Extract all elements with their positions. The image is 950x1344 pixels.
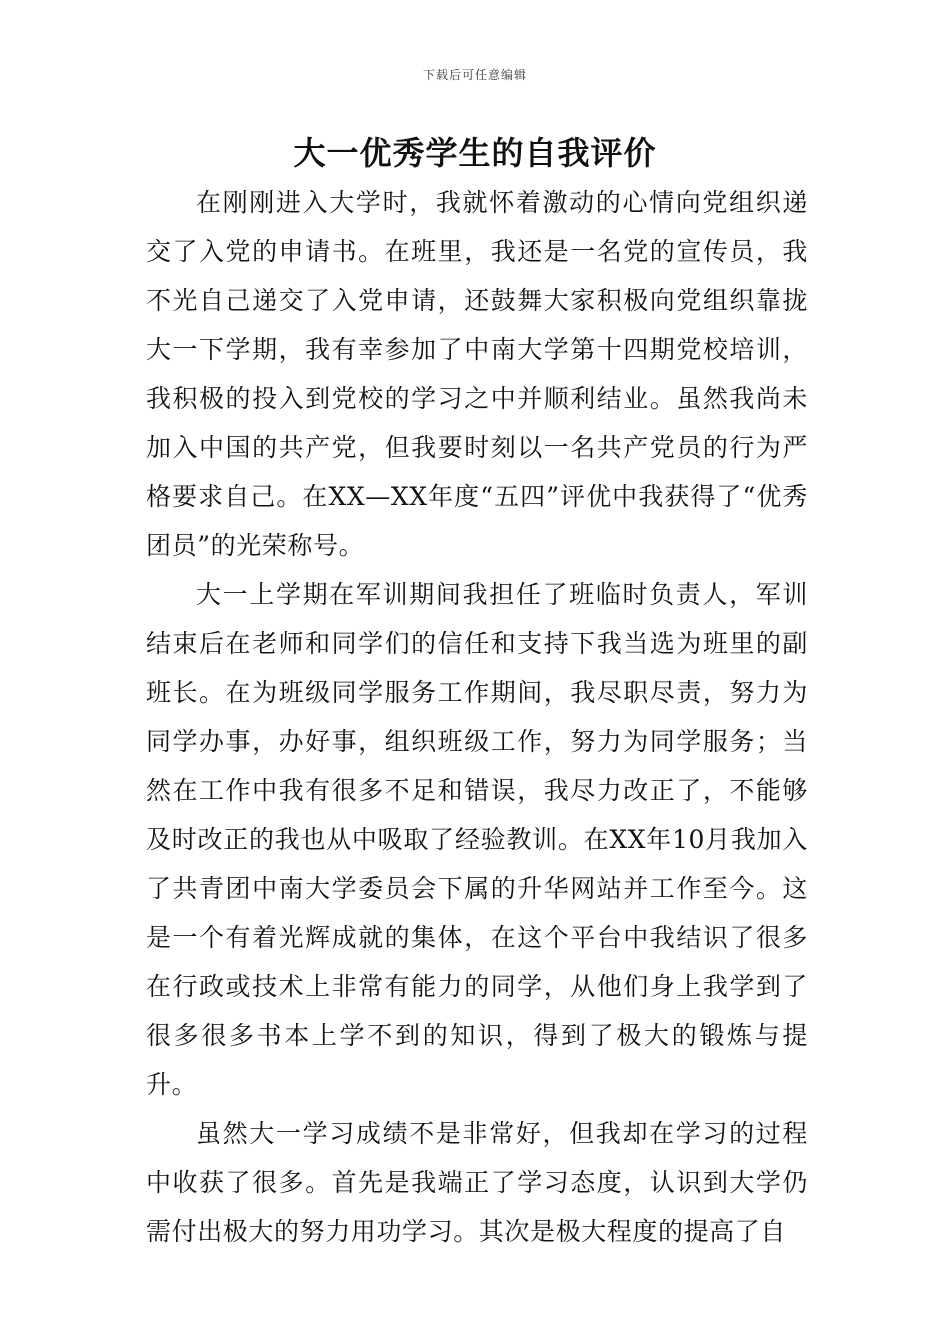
download-note: 下载后可任意编辑 [422,68,527,82]
paragraph-2: 大一上学期在军训期间我担任了班临时负责人，军训结束后在老师和同学们的信任和支持下我当选为班里的副班长。在为班级同学服务工作期间，我尽职尽责，努力为同学办事，办好事，组织班级工作，努力为同学服务；当然在工作中我有很多不足和错误，我尽力改正了，不能够及时改正的我也从中吸取了经验教训。在XX年10月我加入了共青团中南大学委员会下属的升华网站并工作至今。这是一个有着光辉成就的集体，在这个平台中我结识了很多在行政或技术上非常有能力的同学，从他们身上我学到了很多很多书本上学不到的知识，得到了极大的锻炼与提升。 [146,580,808,1099]
document-body [146,178,808,1256]
paragraph-1: 在刚刚进入大学时，我就怀着激动的心情向党组织递交了入党的申请书。在班里，我还是一名党的宣传员，我不光自己递交了入党申请，还鼓舞大家积极向党组织靠拢大一下学期，我有幸参加了中南大学第十四期党校培训，我积极的投入到党校的学习之中并顺利结业。虽然我尚未加入中国的共产党，但我要时刻以一名共产党员的行为严格要求自己。在XX—XX年度“五四”评优中我获得了“优秀团员”的光荣称号。 [146,188,808,560]
document-title: 大一优秀学生的自我评价 [293,134,657,172]
paragraph-3: 虽然大一学习成绩不是非常好，但我却在学习的过程中收获了很多。首先是我端正了学习态度，认识到大学仍需付出极大的努力用功学习。其次是极大程度的提高了自 [146,1119,808,1246]
